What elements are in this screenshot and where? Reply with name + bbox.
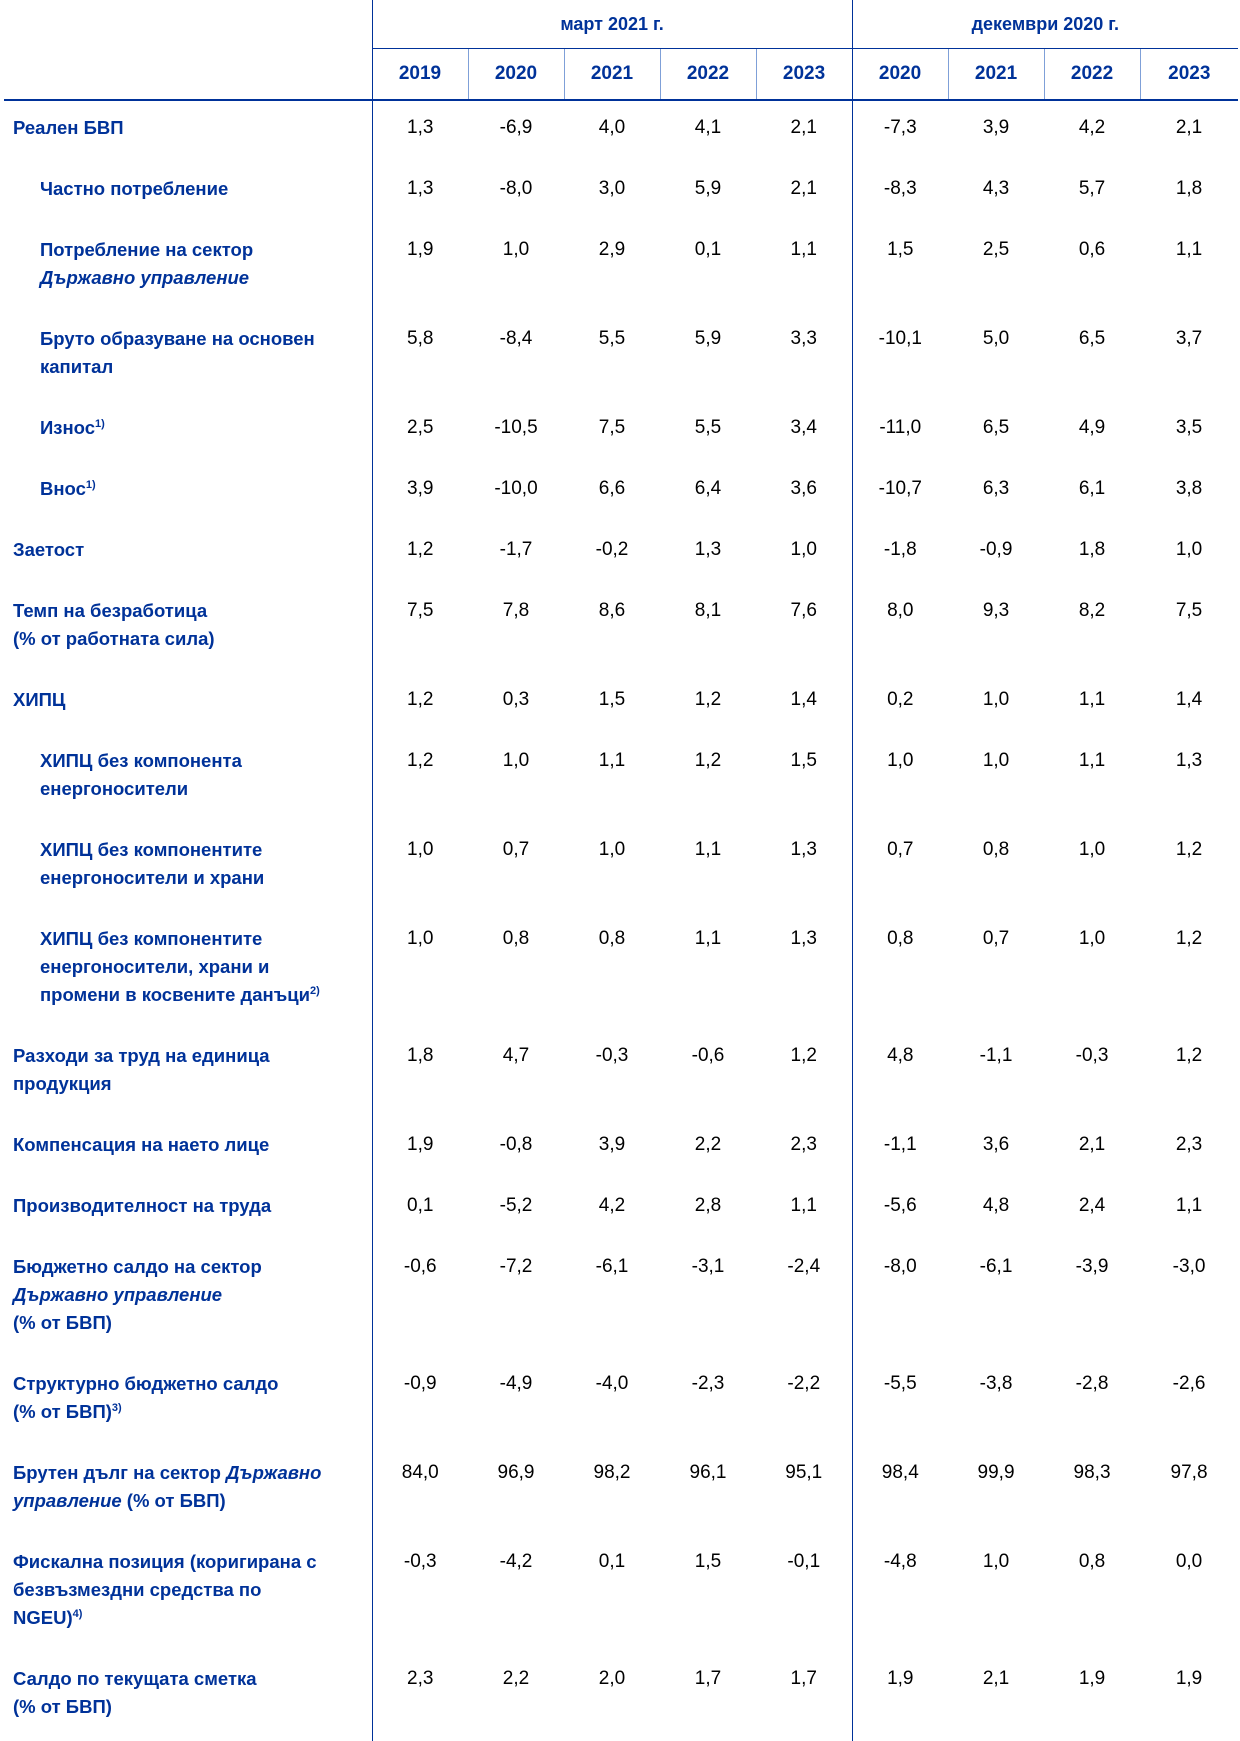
- value-cell: 1,1: [790, 1195, 817, 1216]
- value-cell: 1,7: [694, 1668, 722, 1689]
- value-cell: 3,5: [1175, 417, 1203, 438]
- value-cell: -0,2: [595, 539, 629, 560]
- value-cell: 98,2: [593, 1462, 631, 1483]
- value-cell: 1,2: [1175, 1045, 1203, 1066]
- value-cell: 0,1: [598, 1551, 626, 1572]
- table-row: [4, 223, 1238, 312]
- footnote-marker: 4): [72, 1608, 83, 1620]
- value-cell: 1,8: [372, 1029, 468, 1118]
- header-spacer: [4, 49, 372, 101]
- value-cell: -7,3: [852, 100, 948, 162]
- value-cell: 1,0: [1175, 539, 1203, 560]
- year-header: 2021: [948, 49, 1044, 101]
- value-cell: 1,2: [694, 750, 722, 771]
- table-row: [4, 734, 1238, 823]
- value-cell: 0,7: [502, 839, 530, 860]
- value-cell: 1,3: [1175, 750, 1203, 771]
- period-b-header: декември 2020 г.: [852, 0, 1238, 49]
- value-cell: 1,1: [1175, 239, 1203, 260]
- value-cell: -1,1: [852, 1118, 948, 1179]
- row-label: Брутен дълг на сектор Държавно управление (% от БВП): [13, 1462, 322, 1511]
- value-cell: 1,8: [1175, 178, 1203, 199]
- footnote-marker: 2): [309, 985, 320, 997]
- value-cell: -0,3: [1075, 1045, 1109, 1066]
- value-cell: 1,2: [1175, 839, 1203, 860]
- value-cell: 3,9: [598, 1134, 626, 1155]
- value-cell: 1,2: [694, 689, 722, 710]
- row-label: Производителност на труда: [13, 1195, 272, 1216]
- value-cell: 98,3: [1073, 1462, 1111, 1483]
- value-cell: -2,2: [787, 1373, 821, 1394]
- value-cell: 0,1: [372, 1179, 468, 1240]
- row-label: Внос$^{1)}$: [40, 478, 96, 499]
- value-cell: -4,9: [499, 1373, 533, 1394]
- value-cell: 1,0: [982, 1551, 1010, 1572]
- table-row: [4, 1535, 1238, 1652]
- value-cell: 3,3: [790, 328, 817, 349]
- value-cell: 2,1: [1078, 1134, 1106, 1155]
- header-spacer: [4, 0, 372, 49]
- value-cell: 2,1: [790, 117, 817, 138]
- value-cell: 8,1: [694, 600, 722, 621]
- row-label: ХИПЦ без компонентите енергоносители и храни: [40, 839, 265, 888]
- value-cell: 96,1: [689, 1462, 727, 1483]
- value-cell: 3,9: [982, 117, 1010, 138]
- value-cell: 1,1: [1078, 750, 1106, 771]
- table-header: [4, 0, 1238, 100]
- table-row: [4, 401, 1238, 462]
- row-label: Компенсация на наето лице: [13, 1134, 270, 1155]
- row-label: Структурно бюджетно салдо (% от БВП)$^{3)}$: [13, 1373, 279, 1422]
- value-cell: 1,2: [372, 523, 468, 584]
- value-cell: 1,9: [372, 223, 468, 312]
- projections-table: [4, 0, 1238, 1741]
- value-cell: 0,8: [502, 928, 530, 949]
- value-cell: 2,5: [372, 401, 468, 462]
- value-cell: -3,1: [691, 1256, 725, 1277]
- value-cell: -6,1: [595, 1256, 629, 1277]
- row-label: Реален БВП: [13, 117, 124, 138]
- year-header: 2022: [1044, 49, 1140, 101]
- value-cell: 0,8: [598, 928, 626, 949]
- footnote-marker: 1): [95, 418, 105, 430]
- value-cell: -2,8: [1075, 1373, 1109, 1394]
- value-cell: 99,9: [977, 1462, 1015, 1483]
- period-a-header: март 2021 г.: [372, 0, 852, 49]
- value-cell: -8,0: [852, 1240, 948, 1357]
- value-cell: 1,5: [852, 223, 948, 312]
- table-row: [4, 823, 1238, 912]
- value-cell: 6,1: [1078, 478, 1106, 499]
- value-cell: 4,2: [598, 1195, 626, 1216]
- value-cell: 1,0: [982, 689, 1010, 710]
- value-cell: 4,9: [1078, 417, 1106, 438]
- value-cell: 8,0: [852, 584, 948, 673]
- year-header: 2020: [852, 49, 948, 101]
- value-cell: 0,7: [982, 928, 1010, 949]
- value-cell: -10,0: [494, 478, 538, 499]
- value-cell: 6,4: [694, 478, 722, 499]
- value-cell: 3,0: [598, 178, 626, 199]
- table-row: [4, 1179, 1238, 1240]
- value-cell: -1,7: [499, 539, 533, 560]
- value-cell: 95,1: [785, 1462, 823, 1483]
- value-cell: 5,5: [694, 417, 722, 438]
- row-label: ХИПЦ без компонента енергоносители: [40, 750, 242, 799]
- value-cell: 1,2: [1175, 928, 1203, 949]
- value-cell: 1,0: [1078, 839, 1106, 860]
- table-row: [4, 1357, 1238, 1446]
- value-cell: -0,9: [979, 539, 1013, 560]
- value-cell: 0,2: [852, 673, 948, 734]
- value-cell: 1,3: [372, 100, 468, 162]
- value-cell: 1,0: [852, 734, 948, 823]
- value-cell: -0,3: [372, 1535, 468, 1652]
- value-cell: 1,5: [790, 750, 817, 771]
- value-cell: 1,9: [372, 1118, 468, 1179]
- value-cell: 9,3: [982, 600, 1010, 621]
- value-cell: 1,0: [982, 750, 1010, 771]
- value-cell: 1,5: [598, 689, 626, 710]
- value-cell: 2,4: [1078, 1195, 1106, 1216]
- value-cell: 1,3: [790, 839, 817, 860]
- table-row: [4, 584, 1238, 673]
- value-cell: 0,8: [982, 839, 1010, 860]
- value-cell: 1,0: [372, 912, 468, 1029]
- value-cell: 2,2: [694, 1134, 722, 1155]
- value-cell: 8,2: [1078, 600, 1106, 621]
- value-cell: 1,2: [372, 734, 468, 823]
- value-cell: 2,1: [982, 1668, 1010, 1689]
- value-cell: 1,1: [694, 928, 722, 949]
- row-label: Разходи за труд на единица продукция: [13, 1045, 270, 1094]
- table-row: [4, 1118, 1238, 1179]
- value-cell: 96,9: [497, 1462, 535, 1483]
- value-cell: 1,0: [598, 839, 626, 860]
- value-cell: 4,3: [982, 178, 1010, 199]
- table-row: [4, 100, 1238, 162]
- value-cell: -5,2: [499, 1195, 533, 1216]
- row-label: Потребление на сектор Държавно управление: [40, 239, 254, 288]
- row-label: Фискална позиция (коригирана с безвъзмездни средства по NGEU)$^{4)}$: [13, 1551, 317, 1628]
- value-cell: 1,3: [790, 928, 817, 949]
- table-row: [4, 312, 1238, 401]
- value-cell: 1,3: [694, 539, 722, 560]
- value-cell: 3,7: [1175, 328, 1203, 349]
- value-cell: -8,4: [499, 328, 533, 349]
- value-cell: 1,3: [372, 162, 468, 223]
- value-cell: 4,8: [982, 1195, 1010, 1216]
- value-cell: 2,0: [598, 1668, 626, 1689]
- value-cell: -4,8: [852, 1535, 948, 1652]
- value-cell: 1,0: [502, 239, 530, 260]
- year-header: 2021: [564, 49, 660, 101]
- row-label: Частно потребление: [40, 178, 229, 199]
- value-cell: 4,8: [852, 1029, 948, 1118]
- value-cell: -0,6: [372, 1240, 468, 1357]
- value-cell: 1,1: [1175, 1195, 1203, 1216]
- value-cell: 3,6: [790, 478, 817, 499]
- value-cell: 1,2: [790, 1045, 817, 1066]
- value-cell: -6,1: [979, 1256, 1013, 1277]
- value-cell: 2,8: [694, 1195, 722, 1216]
- value-cell: 8,6: [598, 600, 626, 621]
- value-cell: 5,5: [598, 328, 626, 349]
- value-cell: 4,2: [1078, 117, 1106, 138]
- table-row: [4, 162, 1238, 223]
- value-cell: -2,4: [787, 1256, 821, 1277]
- row-label: Темп на безработица (% от работната сила): [13, 600, 215, 649]
- value-cell: 2,3: [1175, 1134, 1203, 1155]
- value-cell: 0,8: [1078, 1551, 1106, 1572]
- value-cell: 6,6: [598, 478, 626, 499]
- value-cell: 3,9: [372, 462, 468, 523]
- value-cell: 1,4: [790, 689, 817, 710]
- value-cell: 1,9: [852, 1652, 948, 1741]
- value-cell: 6,3: [982, 478, 1010, 499]
- value-cell: 4,7: [502, 1045, 530, 1066]
- value-cell: -5,5: [852, 1357, 948, 1446]
- table-body: [4, 100, 1238, 1741]
- value-cell: 1,8: [1078, 539, 1106, 560]
- value-cell: 3,8: [1175, 478, 1203, 499]
- year-header: 2023: [756, 49, 852, 101]
- value-cell: 2,1: [1175, 117, 1203, 138]
- value-cell: -6,9: [499, 117, 533, 138]
- row-label: Салдо по текущата сметка (% от БВП): [13, 1668, 257, 1717]
- value-cell: 1,0: [790, 539, 817, 560]
- value-cell: 1,7: [790, 1668, 817, 1689]
- value-cell: -3,0: [1172, 1256, 1206, 1277]
- row-label: Износ$^{1)}$: [40, 417, 105, 438]
- value-cell: -2,3: [691, 1373, 725, 1394]
- value-cell: -5,6: [852, 1179, 948, 1240]
- value-cell: 7,8: [502, 600, 530, 621]
- value-cell: -2,6: [1172, 1373, 1206, 1394]
- value-cell: 4,1: [694, 117, 722, 138]
- value-cell: 1,0: [372, 823, 468, 912]
- value-cell: 7,5: [372, 584, 468, 673]
- row-label: Бюджетно салдо на сектор Държавно управление (% от БВП): [13, 1256, 262, 1333]
- value-cell: -10,7: [852, 462, 948, 523]
- table-row: [4, 912, 1238, 1029]
- value-cell: 7,6: [790, 600, 817, 621]
- value-cell: 2,9: [598, 239, 626, 260]
- value-cell: 1,1: [598, 750, 626, 771]
- value-cell: -1,8: [852, 523, 948, 584]
- value-cell: 4,0: [598, 117, 626, 138]
- table-row: [4, 1240, 1238, 1357]
- value-cell: -1,1: [979, 1045, 1013, 1066]
- value-cell: -4,0: [595, 1373, 629, 1394]
- value-cell: 5,8: [372, 312, 468, 401]
- value-cell: -0,8: [499, 1134, 533, 1155]
- value-cell: 2,1: [790, 178, 817, 199]
- value-cell: -11,0: [852, 401, 948, 462]
- value-cell: 3,6: [982, 1134, 1010, 1155]
- year-header: 2022: [660, 49, 756, 101]
- row-label: ХИПЦ: [13, 689, 66, 710]
- value-cell: 1,4: [1175, 689, 1203, 710]
- value-cell: 7,5: [598, 417, 626, 438]
- value-cell: 1,9: [1078, 1668, 1106, 1689]
- value-cell: 2,3: [372, 1652, 468, 1741]
- value-cell: 2,5: [982, 239, 1010, 260]
- table-row: [4, 523, 1238, 584]
- value-cell: -8,0: [499, 178, 533, 199]
- value-cell: 3,4: [790, 417, 817, 438]
- value-cell: -4,2: [499, 1551, 533, 1572]
- footnote-marker: 3): [111, 1402, 122, 1414]
- year-header: 2020: [468, 49, 564, 101]
- value-cell: 1,1: [1078, 689, 1106, 710]
- value-cell: 5,9: [694, 328, 722, 349]
- value-cell: 1,1: [790, 239, 817, 260]
- value-cell: 1,9: [1175, 1668, 1203, 1689]
- value-cell: 84,0: [372, 1446, 468, 1535]
- value-cell: 0,3: [502, 689, 530, 710]
- year-header: 2023: [1140, 49, 1238, 101]
- table-row: [4, 1652, 1238, 1741]
- table-row: [4, 462, 1238, 523]
- value-cell: -0,3: [595, 1045, 629, 1066]
- value-cell: 1,1: [694, 839, 722, 860]
- value-cell: 0,0: [1175, 1551, 1203, 1572]
- value-cell: -0,1: [787, 1551, 821, 1572]
- value-cell: -10,1: [852, 312, 948, 401]
- value-cell: 2,2: [502, 1668, 530, 1689]
- value-cell: 98,4: [852, 1446, 948, 1535]
- footnote-marker: 1): [85, 479, 96, 491]
- table-row: [4, 1029, 1238, 1118]
- value-cell: -0,6: [691, 1045, 725, 1066]
- value-cell: -3,8: [979, 1373, 1013, 1394]
- value-cell: 97,8: [1170, 1462, 1208, 1483]
- value-cell: 6,5: [1078, 328, 1106, 349]
- value-cell: 0,7: [852, 823, 948, 912]
- value-cell: 7,5: [1175, 600, 1203, 621]
- value-cell: -8,3: [852, 162, 948, 223]
- value-cell: 5,7: [1078, 178, 1106, 199]
- value-cell: 5,9: [694, 178, 722, 199]
- value-cell: -3,9: [1075, 1256, 1109, 1277]
- value-cell: 1,2: [372, 673, 468, 734]
- table-row: [4, 1446, 1238, 1535]
- value-cell: 0,1: [694, 239, 722, 260]
- row-label: ХИПЦ без компонентите енергоносители, храни и промени в косвените данъци$^{2)}$: [40, 928, 320, 1005]
- value-cell: 5,0: [982, 328, 1010, 349]
- table-row: [4, 673, 1238, 734]
- value-cell: 6,5: [982, 417, 1010, 438]
- value-cell: 2,3: [790, 1134, 817, 1155]
- row-label: Заетост: [13, 539, 85, 560]
- value-cell: 0,6: [1078, 239, 1106, 260]
- year-header: 2019: [372, 49, 468, 101]
- value-cell: -0,9: [372, 1357, 468, 1446]
- value-cell: -10,5: [494, 417, 538, 438]
- value-cell: -7,2: [499, 1256, 533, 1277]
- value-cell: 1,5: [694, 1551, 722, 1572]
- value-cell: 0,8: [852, 912, 948, 1029]
- row-label: Бруто образуване на основен капитал: [40, 328, 315, 377]
- value-cell: 1,0: [1078, 928, 1106, 949]
- value-cell: 1,0: [502, 750, 530, 771]
